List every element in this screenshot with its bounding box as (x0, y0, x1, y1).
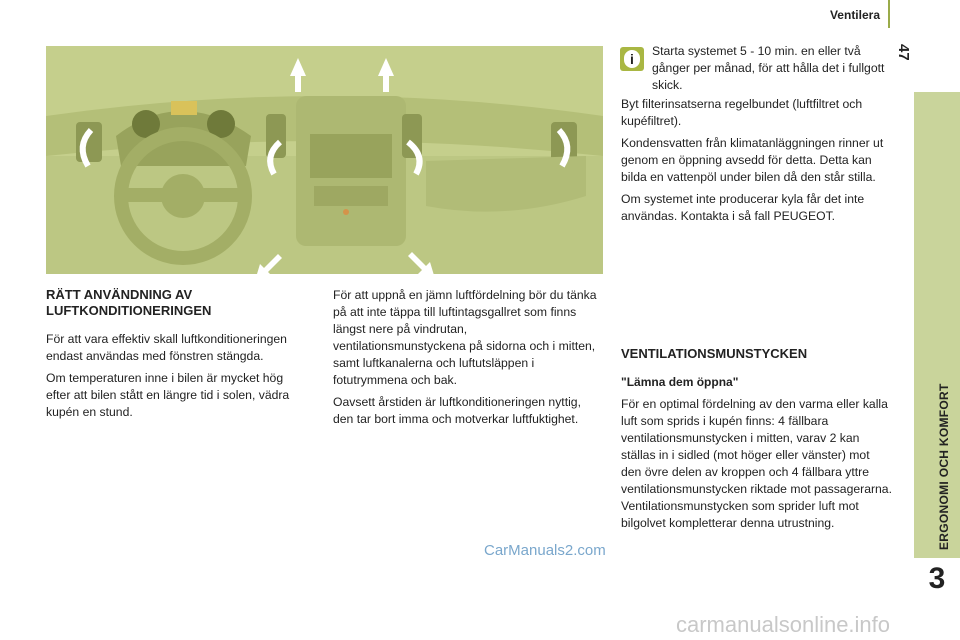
paragraph: Kondensvatten från klimatanläggningen rinner ut genom en öppning avsedd för detta. Detta kan bilda en vattenpöl under bilen då den står stilla. (621, 136, 884, 184)
column-1 (46, 287, 296, 426)
paragraph: För att vara effektiv skall luftkonditioneringen endast användas med fönstren stängda. (46, 332, 287, 363)
paragraph: För en optimal fördelning av den varma eller kalla luft som sprids i kupén finns: 4 fällbara ventilationsmunstycken i mitten, varav 2 kan ställas in i sidled (mot höger eller vänster) mot den övre delen av kroppen och 4 fällbara yttre ventilationsmunstycken riktade mot passagerarna. Ventilationsmunstycken som sprider luft mot bilgolvet kompletterar denna utrustning. (621, 397, 892, 530)
paragraph: Om systemet inte producerar kyla får det inte användas. Kontakta i så fall PEUGEOT. (621, 192, 865, 223)
paragraph: För att uppnå en jämn luftfördelning bör du tänka på att inte täppa till luftintagsgallret som finns längst nere på vindrutan, ventilationsmunstyckena på sidorna och i mitten, samt luftkanalerna och luftutsläppen i fotutrymmena och bak. (333, 288, 597, 387)
info-icon: i (620, 47, 644, 71)
heading-vents: VENTILATIONSMUNSTYCKEN (621, 346, 808, 361)
watermark-link[interactable]: CarManuals2.com (484, 542, 606, 559)
watermark-footer: carmanualsonline.info (676, 612, 891, 637)
dashboard-illustration (46, 46, 603, 274)
dashboard-drawing (46, 46, 603, 274)
chapter-label: ERGONOMI OCH KOMFORT (937, 383, 951, 550)
paragraph: Om temperaturen inne i bilen är mycket hög efter att bilen stått en längre tid i solen, vädra kupén en stund. (46, 371, 290, 419)
info-note: Starta systemet 5 - 10 min. en eller två gånger per månad, för att hålla det i fullgott skick. (652, 44, 885, 92)
column-2 (333, 287, 601, 433)
section-title: Ventilera (829, 8, 880, 22)
paragraph: Byt filterinsatserna regelbundet (luftfiltret och kupéfiltret). (621, 97, 863, 128)
paragraph: Oavsett årstiden är luftkonditioneringen nyttig, den tar bort imma och motverkar luftfuktighet. (333, 395, 581, 426)
column-3-vents (621, 346, 893, 537)
heading-correct-use: RÄTT ANVÄNDNING AV LUFTKONDITIONERINGEN (46, 287, 212, 318)
header-divider (888, 0, 890, 28)
column-3 (621, 96, 893, 230)
page-number: 47 (895, 44, 912, 61)
subheading-keep-open: "Lämna dem öppna" (621, 375, 739, 389)
chapter-number: 3 (928, 562, 946, 595)
